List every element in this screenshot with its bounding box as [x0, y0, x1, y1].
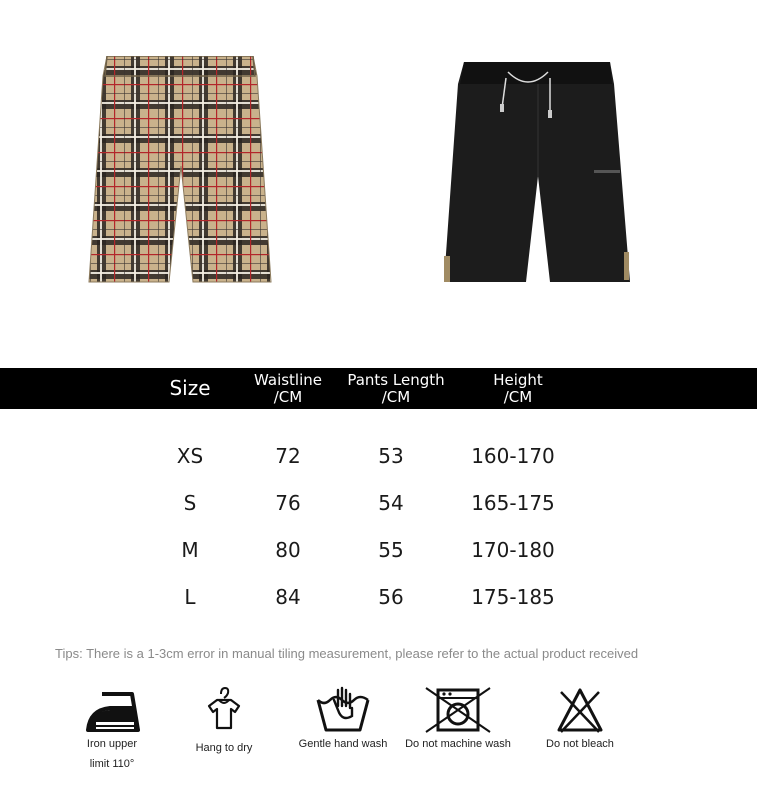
hand-wash-icon — [314, 686, 372, 734]
table-row — [0, 491, 757, 521]
height-cell: 160-170 — [471, 444, 555, 468]
no-bleach-icon — [555, 686, 605, 734]
header-waistline: Waistline /CM — [254, 370, 322, 406]
size-cell: L — [184, 585, 196, 609]
waistline-cell: 76 — [275, 491, 301, 515]
iron-icon — [82, 686, 142, 734]
pants-length-cell: 55 — [378, 538, 404, 562]
waistline-cell: 80 — [275, 538, 301, 562]
measurement-tip: Tips: There is a 1-3cm error in manual tiling measurement, please refer to the actual product received — [55, 646, 639, 661]
size-cell: S — [183, 491, 197, 515]
pants-length-cell: 56 — [378, 585, 404, 609]
pants-length-cell: 54 — [378, 491, 404, 515]
size-cell: M — [181, 538, 199, 562]
header-height: Height /CM — [493, 370, 543, 406]
care-no-bleach: Do not bleach — [535, 686, 625, 754]
height-cell: 170-180 — [471, 538, 555, 562]
checked-shorts-photo — [85, 56, 275, 288]
hanger-shirt-icon — [201, 686, 247, 738]
table-row — [0, 538, 757, 568]
height-cell: 175-185 — [471, 585, 555, 609]
care-no-machine-wash: Do not machine wash — [398, 686, 518, 754]
pants-length-cell: 53 — [378, 444, 404, 468]
waistline-cell: 84 — [275, 585, 301, 609]
black-shorts-photo — [438, 56, 633, 288]
height-cell: 165-175 — [471, 491, 555, 515]
care-hang-dry: Hang to dry — [186, 686, 262, 758]
size-table-header — [0, 368, 757, 409]
care-hand-wash: Gentle hand wash — [293, 686, 393, 754]
size-cell: XS — [176, 444, 204, 468]
header-pants-length: Pants Length /CM — [347, 370, 445, 406]
no-machine-wash-icon — [424, 686, 492, 734]
waistline-cell: 72 — [275, 444, 301, 468]
table-row — [0, 585, 757, 615]
header-size: Size — [169, 376, 211, 400]
table-row — [0, 444, 757, 474]
care-iron: Iron upper limit 110° — [75, 686, 149, 774]
